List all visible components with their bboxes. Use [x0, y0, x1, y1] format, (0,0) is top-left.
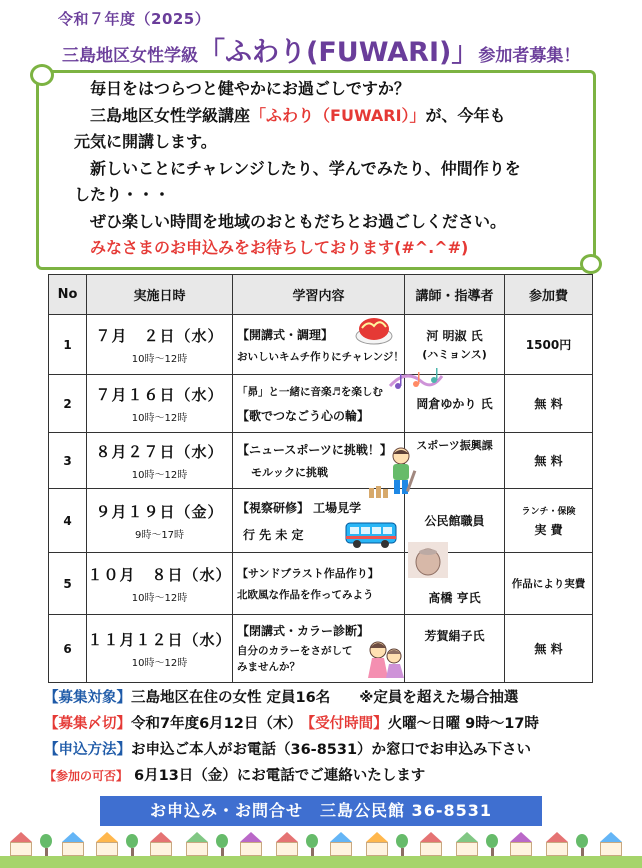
row-instructor: スポーツ振興課	[405, 433, 505, 489]
table-row	[49, 489, 593, 553]
row-content: 【開講式・調理】 おいしいキムチ作りにチャレンジ！	[233, 315, 405, 375]
row-instructor: 芳賀絹子氏	[405, 615, 505, 683]
row-no: 2	[49, 375, 87, 433]
row-fee: 1500円	[505, 315, 593, 375]
page-title	[62, 30, 580, 69]
table-row	[49, 615, 593, 683]
row-date: ７月 ２日（水） 10時～12時	[87, 315, 233, 375]
intro-line: 新しいことにチャレンジしたり、学んでみたり、仲間作りを	[90, 158, 521, 178]
row-no: 3	[49, 433, 87, 489]
row-fee: 無 料	[505, 375, 593, 433]
row-content: 【サンドブラスト作品作り】 北欧風な作品を作ってみよう	[233, 553, 405, 615]
kimchi-icon	[354, 312, 394, 346]
row-no: 5	[49, 553, 87, 615]
intro-line: 毎日をはつらつと健やかにお過ごしですか？	[90, 79, 410, 98]
row-date: ８月２７日（水） 10時～12時	[87, 433, 233, 489]
row-content: 「昴」と一緒に音楽♬を楽しむ 【歌でつなごう心の輪】	[233, 375, 405, 433]
row-content: 【視察研修】 工場見学 行 先 未 定	[233, 489, 405, 553]
row-instructor: 河 明淑 氏 (ハミョンス)	[405, 315, 505, 375]
intro-line: 三島地区女性学級講座「ふわり（FUWARI）」が、今年も	[90, 105, 506, 125]
molkky-pins-icon	[368, 484, 390, 500]
row-instructor: 岡倉ゆかり 氏	[405, 375, 505, 433]
table-row	[49, 315, 593, 375]
table-row	[49, 553, 593, 615]
title-area	[0, 0, 642, 80]
row-no: 1	[49, 315, 87, 375]
row-instructor: 公民館職員	[405, 489, 505, 553]
bus-icon	[344, 520, 400, 550]
row-content: 【閉講式・カラー診断】 自分のカラーをさがしてみませんか？	[233, 615, 405, 683]
row-no: 6	[49, 615, 87, 683]
title-prefix: 三島地区女性学級	[62, 46, 198, 66]
year-label: 令和７年度（2025）	[58, 10, 211, 28]
header-fee: 参加費	[505, 275, 593, 315]
row-fee: 作品により実費	[505, 553, 593, 615]
row-content: 【ニュースポーツに挑戦！】 モルックに挑戦	[233, 433, 405, 489]
row-date: ７月１６日（水） 10時～12時	[87, 375, 233, 433]
header-date: 実施日時	[87, 275, 233, 315]
title-name: 「ふわり(FUWARI)」	[198, 37, 479, 68]
row-fee: 無 料	[505, 433, 593, 489]
header-no: No	[49, 275, 87, 315]
intro-line: したり・・・	[74, 185, 171, 204]
title-suffix: 参加者募集！	[478, 46, 581, 66]
table-row	[49, 375, 593, 433]
intro-invite: みなさまのお申込みをお待ちしております(#^.^#)	[90, 238, 469, 257]
row-fee: 無 料	[505, 615, 593, 683]
contact-banner: お申込み・お問合せ 三島公民館 36-8531	[100, 796, 542, 826]
info-apply: 【申込方法】お申込ご本人がお電話（36-8531）か窓口でお申込み下さい	[44, 742, 532, 758]
scroll-curl-icon	[30, 64, 54, 86]
intro-line: 元気に開講します。	[74, 132, 217, 151]
row-date: ９月１９日（金） 9時～17時	[87, 489, 233, 553]
schedule-table	[48, 274, 593, 683]
info-deadline: 【募集〆切】令和7年度6月12日（木） 【受付時間】火曜～日曜 9時～17時	[44, 716, 539, 732]
town-illustration	[0, 826, 642, 868]
row-date: １０月 ８日（水） 10時～12時	[87, 553, 233, 615]
music-notes-icon	[386, 366, 444, 394]
row-date: １１月１２日（水） 10時～12時	[87, 615, 233, 683]
info-result: 【参加の可否】 6月13日（金）にお電話でご連絡いたします	[44, 768, 426, 784]
intro-line: ぜひ楽しい時間を地域のおともだちとお過ごしください。	[90, 211, 507, 231]
table-header-row	[49, 275, 593, 315]
info-target: 【募集対象】三島地区在住の女性 定員16名 ※定員を超えた場合抽選	[44, 690, 519, 706]
row-fee: ランチ・保険 実 費	[505, 489, 593, 553]
header-instructor: 講師・指導者	[405, 275, 505, 315]
intro-text	[58, 76, 588, 262]
header-content: 学習内容	[233, 275, 405, 315]
row-no: 4	[49, 489, 87, 553]
glass-jar-icon	[408, 542, 448, 578]
table-row	[49, 433, 593, 489]
row-instructor: 髙橋 亨氏	[405, 553, 505, 615]
color-ladies-icon	[362, 636, 406, 680]
